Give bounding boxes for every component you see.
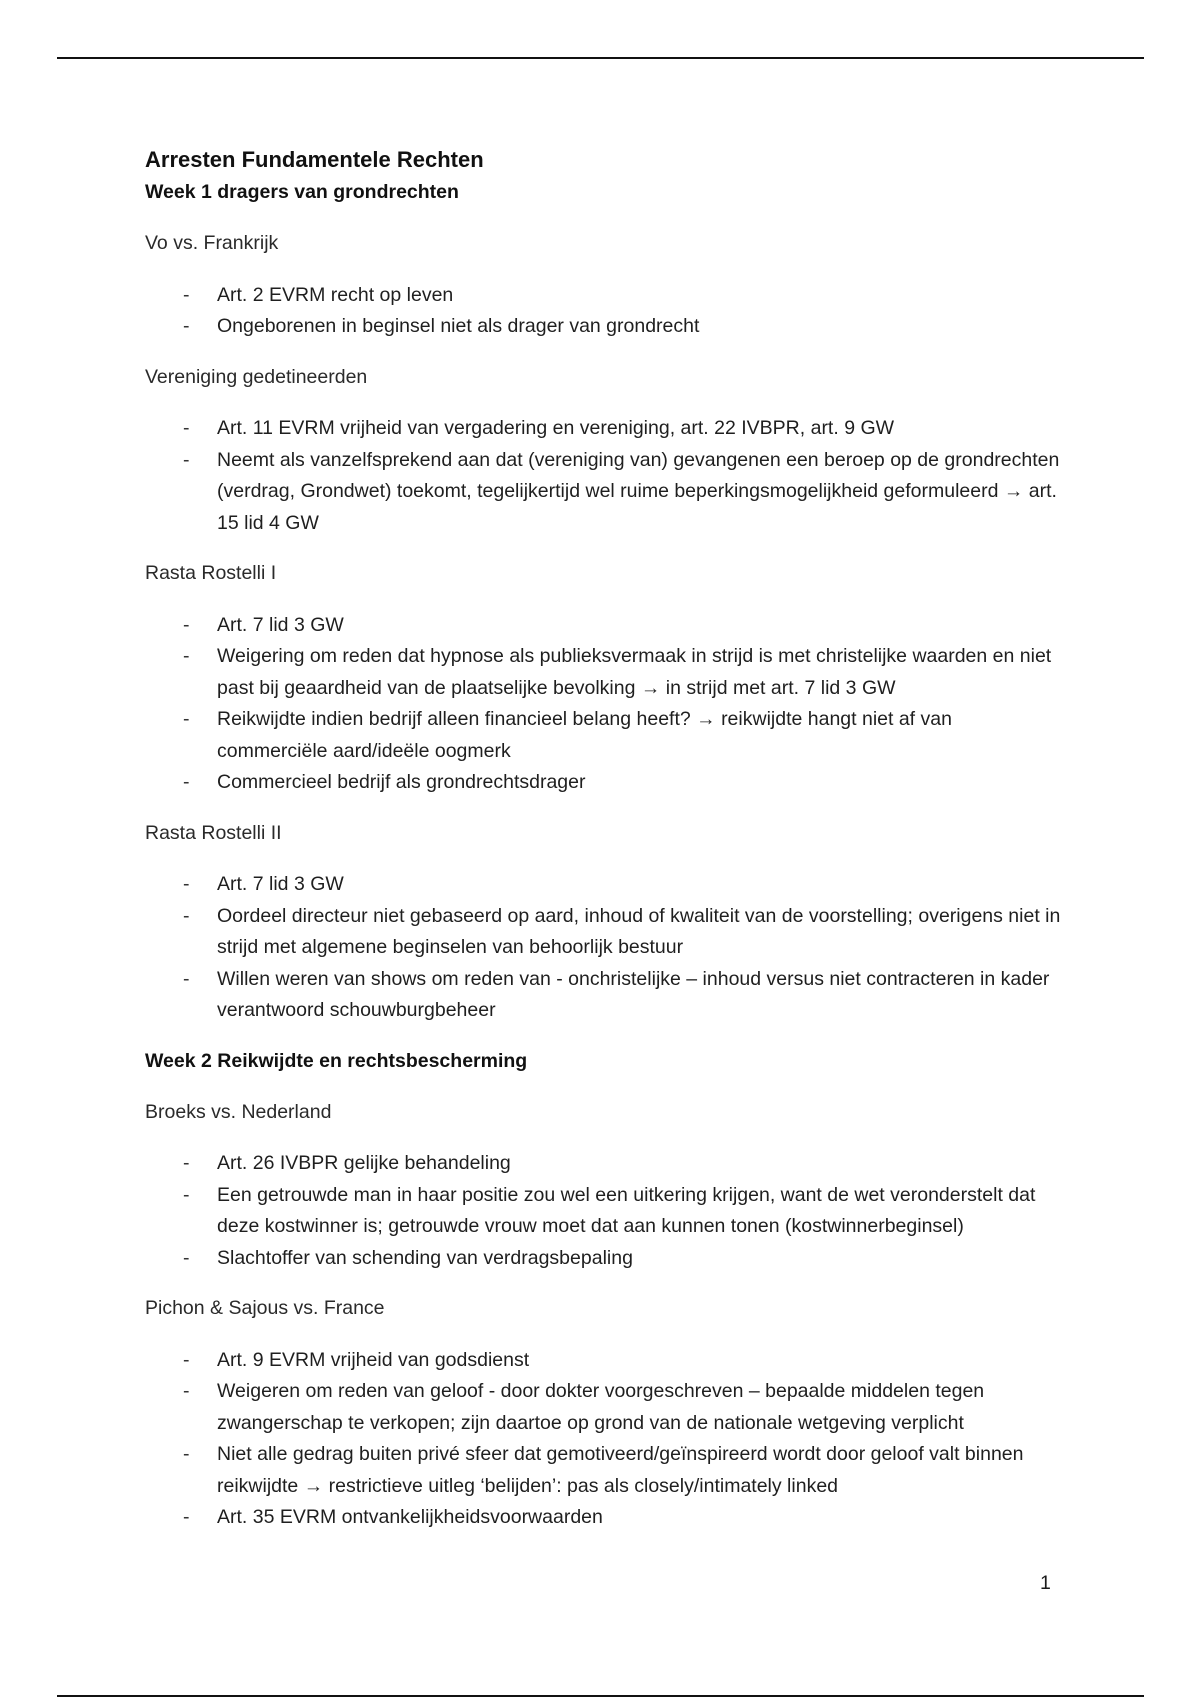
bullet-dash-icon: - [183,771,190,793]
bullet-text: Art. 9 EVRM vrijheid van godsdienst [217,1348,530,1371]
bullet-list [145,610,1065,799]
bullet-text: Art. 7 lid 3 GW [217,873,344,895]
bullet-text: Art. 2 EVRM recht op leven [217,283,454,306]
bullet-text: Niet alle gedrag buiten privé sfeer dat gemotiveerd/geïnspireerd wordt door geloof valt binnen reikwijdte → restrictieve uitleg ‘belijden’: pas als closely/intimately linked [217,1443,1024,1497]
page-content [145,145,1065,1553]
case-title: Broeks vs. Nederland [145,1100,332,1123]
bullet-item [145,610,1065,642]
bullet-item [145,311,1065,343]
bullet-item [145,704,1065,767]
bullet-text: Art. 11 EVRM vrijheid van vergadering en vereniging, art. 22 IVBPR, art. 9 GW [217,417,895,439]
case-title: Vo vs. Frankrijk [145,232,279,254]
bullet-item [145,413,1065,445]
bullet-dash-icon: - [183,708,190,730]
case-title: Pichon & Sajous vs. France [145,1297,385,1319]
bullet-list [145,869,1065,1027]
bullet-text: Slachtoffer van schending van verdragsbepaling [217,1246,633,1269]
bullet-dash-icon: - [183,448,190,471]
bullet-item [145,1345,1065,1377]
bullet-item [145,869,1065,901]
bullet-dash-icon: - [183,1443,190,1465]
bullet-text: Willen weren van shows om reden van - onchristelijke – inhoud versus niet contracteren in kader verantwoord schouwburgbeheer [217,967,1050,1021]
bullet-dash-icon: - [183,1183,190,1206]
bullet-item [145,1502,1065,1534]
bullet-dash-icon: - [183,1348,190,1371]
bullet-text: Ongeborenen in beginsel niet als drager van grondrecht [217,315,700,337]
bullet-text: Oordeel directeur niet gebaseerd op aard, inhoud of kwaliteit van de voorstelling; overigens niet in strijd met algemene beginselen van behoorlijk bestuur [217,904,1061,958]
bullet-item [145,767,1065,799]
weeks-container [145,177,1065,1534]
bullet-item [145,1439,1065,1502]
page-number: 1 [1040,1572,1051,1594]
bullet-list [145,1345,1065,1534]
case-title: Rasta Rostelli II [145,821,282,844]
case-title: Vereniging gedetineerden [145,365,368,388]
bullet-item [145,1180,1065,1243]
bullet-dash-icon: - [183,645,190,667]
bullet-text: Een getrouwde man in haar positie zou wel een uitkering krijgen, want de wet veronderstelt dat deze kostwinner is; getrouwde vrouw moet dat aan kunnen tonen (kostwinnerbeginsel) [217,1183,1036,1237]
bullet-item [145,1243,1065,1275]
bullet-text: Commercieel bedrijf als grondrechtsdrager [217,771,586,793]
bullet-dash-icon: - [183,1152,190,1174]
bullet-dash-icon: - [183,1246,190,1269]
bullet-item [145,901,1065,964]
bullet-list [145,280,1065,343]
bullet-text: Weigering om reden dat hypnose als publieksvermaak in strijd is met christelijke waarden en niet past bij geaardheid van de plaatselijke bevolking → in strijd met art. 7 lid 3 GW [217,645,1052,699]
bullet-dash-icon: - [183,967,190,990]
bullet-text: Reikwijdte indien bedrijf alleen financieel belang heeft? → reikwijdte hangt niet af van commerciële aard/ideële oogmerk [217,708,952,762]
bullet-item [145,641,1065,704]
bullet-text: Art. 26 IVBPR gelijke behandeling [217,1152,511,1174]
bullet-item [145,280,1065,312]
bullet-list [145,413,1065,539]
bullet-dash-icon: - [183,904,190,927]
bullet-dash-icon: - [183,417,190,439]
bullet-dash-icon: - [183,315,190,337]
footer-rule [57,1695,1144,1697]
bullet-dash-icon: - [183,873,190,895]
bullet-text: Neemt als vanzelfsprekend aan dat (vereniging van) gevangenen een beroep op de grondrechten (verdrag, Grondwet) toekomt, tegelijkertijd wel ruime beperkingsmogelijkheid geformuleerd → art. 15 lid 4 GW [217,448,1060,534]
week-heading: Week 2 Reikwijdte en rechtsbescherming [145,1049,528,1072]
bullet-text: Art. 35 EVRM ontvankelijkheidsvoorwaarden [217,1506,603,1528]
bullet-dash-icon: - [183,1506,190,1528]
header-rule [57,57,1144,59]
bullet-dash-icon: - [183,613,190,636]
bullet-dash-icon: - [183,283,190,306]
bullet-item [145,964,1065,1027]
case-title: Rasta Rostelli I [145,562,277,584]
bullet-item [145,1376,1065,1439]
bullet-dash-icon: - [183,1380,190,1402]
bullet-item [145,1148,1065,1180]
bullet-text: Weigeren om reden van geloof - door dokter voorgeschreven – bepaalde middelen tegen zwangerschap te verkopen; zijn daartoe op grond van de nationale wetgeving verplicht [217,1380,985,1434]
bullet-item [145,445,1065,540]
week-heading: Week 1 dragers van grondrechten [145,181,459,203]
bullet-text: Art. 7 lid 3 GW [217,613,344,636]
bullet-list [145,1148,1065,1274]
document-title: Arresten Fundamentele Rechten [145,147,484,172]
